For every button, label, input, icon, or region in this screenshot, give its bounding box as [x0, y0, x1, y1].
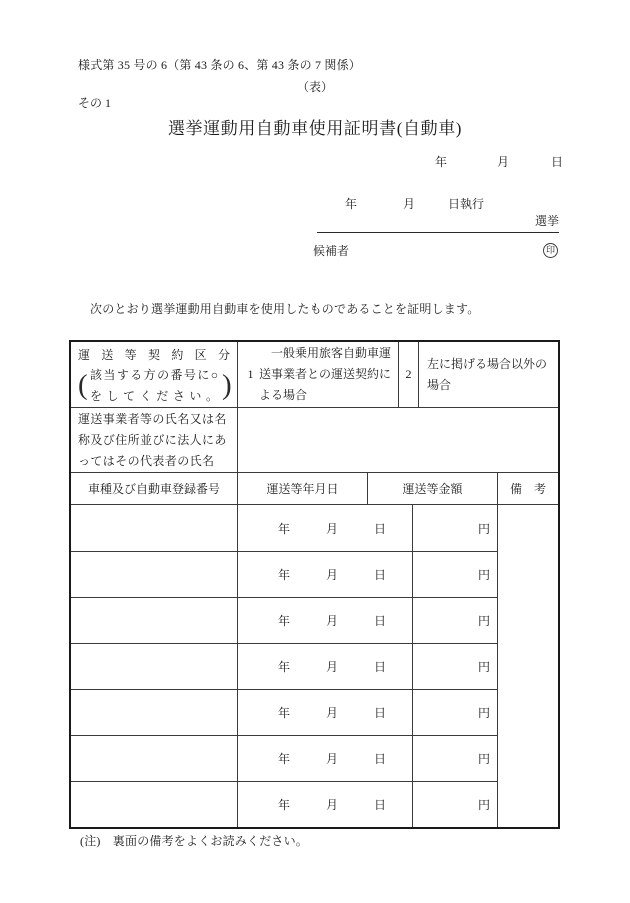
vehicle-cell: [71, 505, 238, 551]
amount-cell: [413, 505, 498, 551]
remarks-cell: [498, 505, 558, 827]
year-label: 年: [277, 706, 290, 720]
page-title: 選挙運動用自動車使用証明書(自動車): [167, 119, 463, 138]
date-cell: [238, 782, 413, 827]
contract-note-line-1: 該当する方の番号に○: [90, 368, 218, 382]
contract-option-1-cell: [238, 342, 399, 407]
close-paren-glyph: ): [222, 369, 232, 401]
seal-icon: 印: [543, 243, 558, 258]
amount-cell: [413, 782, 498, 827]
month-label: 月: [325, 660, 338, 674]
column-header-date: 運送等年月日: [238, 473, 368, 504]
amount-cell: [413, 736, 498, 781]
table-row: [71, 643, 498, 689]
option-1-text: 一般乗用旅客自動車運送事業者との運送契約による場合: [259, 346, 392, 402]
yen-label: 円: [477, 568, 490, 582]
year-label: 年: [277, 521, 290, 536]
issue-date-month-label: 月: [497, 155, 510, 169]
yen-label: 円: [477, 521, 490, 536]
operator-name-label-cell: 運送事業者等の氏名又は名称及び住所並びに法人にあってはその代表者の氏名: [71, 408, 238, 472]
yen-label: 円: [477, 752, 490, 766]
column-header-remarks: 備 考: [509, 482, 546, 496]
operator-name-value-cell: [238, 408, 558, 472]
day-label: 日: [374, 614, 387, 628]
usage-table: [69, 340, 560, 829]
operator-name-row: [71, 407, 558, 472]
contract-category-cell: [71, 342, 238, 407]
day-label: 日: [374, 752, 387, 766]
column-header-amount: 運送等金額: [368, 473, 498, 504]
contract-category-title: 運送等契約区分: [78, 348, 230, 362]
form-number-line: 様式第 35 号の 6（第 43 条の 6、第 43 条の 7 関係）: [78, 58, 362, 72]
day-label: 日: [374, 706, 387, 720]
vehicle-cell: [71, 690, 238, 735]
issue-date-year-label: 年: [435, 155, 448, 169]
certification-statement: 次のとおり選挙運動用自動車を使用したものであることを証明します。: [90, 302, 480, 316]
year-label: 年: [277, 568, 290, 582]
day-label: 日: [374, 568, 387, 582]
date-cell: [238, 505, 413, 551]
option-1-number: 1: [247, 367, 254, 381]
open-paren-glyph: (: [78, 369, 88, 401]
election-date-day-exec-label: 日執行: [448, 197, 485, 211]
contract-option-2-cell: [419, 342, 558, 407]
year-label: 年: [277, 614, 290, 628]
vehicle-cell: [71, 782, 238, 827]
month-label: 月: [325, 614, 338, 628]
yen-label: 円: [477, 798, 490, 812]
amount-cell: [413, 644, 498, 689]
date-cell: [238, 598, 413, 643]
contract-option-2-number-cell: [399, 342, 419, 407]
election-name-underline: [317, 212, 559, 233]
year-label: 年: [277, 752, 290, 766]
month-label: 月: [325, 521, 338, 536]
candidate-label: 候補者: [313, 244, 350, 258]
table-row: [71, 781, 498, 827]
month-label: 月: [325, 798, 338, 812]
year-label: 年: [277, 660, 290, 674]
month-label: 月: [325, 568, 338, 582]
table-row: [71, 505, 498, 551]
date-cell: [238, 552, 413, 597]
election-date-year-label: 年: [345, 197, 358, 211]
table-row: [71, 597, 498, 643]
date-cell: [238, 736, 413, 781]
table-row: [71, 689, 498, 735]
contract-note-line-2: をしてください。: [90, 389, 218, 403]
footer-note: (注) 裏面の備考をよくお読みください。: [80, 834, 308, 848]
election-suffix-label: 選挙: [534, 214, 559, 228]
yen-label: 円: [477, 706, 490, 720]
column-header-vehicle: 車種及び自動車登録番号: [71, 473, 238, 504]
day-label: 日: [374, 660, 387, 674]
table-header-row: [71, 472, 558, 504]
election-date-month-label: 月: [403, 197, 416, 211]
table-body: [71, 504, 558, 827]
month-label: 月: [325, 752, 338, 766]
year-label: 年: [277, 798, 290, 812]
contract-category-row: [71, 342, 558, 407]
issue-date-day-label: 日: [551, 155, 564, 169]
month-label: 月: [325, 706, 338, 720]
vehicle-cell: [71, 644, 238, 689]
part-indicator: その 1: [78, 96, 112, 110]
yen-label: 円: [477, 614, 490, 628]
amount-cell: [413, 690, 498, 735]
table-row: [71, 735, 498, 781]
vehicle-cell: [71, 552, 238, 597]
vehicle-cell: [71, 736, 238, 781]
contract-category-note: [78, 365, 230, 407]
day-label: 日: [374, 798, 387, 812]
day-label: 日: [374, 521, 387, 536]
amount-cell: [413, 552, 498, 597]
date-cell: [238, 644, 413, 689]
yen-label: 円: [477, 660, 490, 674]
date-cell: [238, 690, 413, 735]
option-2-text: 左に掲げる場合以外の場合: [427, 356, 548, 392]
table-row: [71, 551, 498, 597]
candidate-row: [313, 242, 558, 259]
amount-cell: [413, 598, 498, 643]
option-2-number: 2: [405, 367, 412, 381]
vehicle-cell: [71, 598, 238, 643]
side-indicator: （表）: [296, 80, 333, 94]
